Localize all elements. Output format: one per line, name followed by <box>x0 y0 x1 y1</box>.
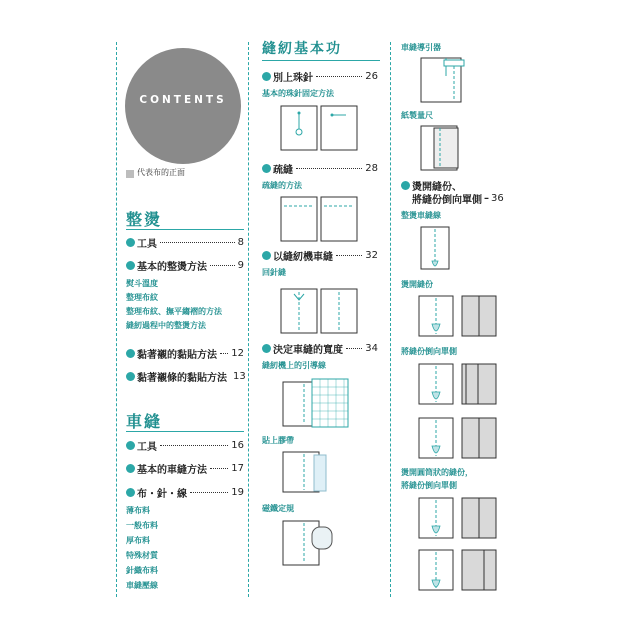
subitem[interactable]: 疏縫的方法 <box>262 181 302 190</box>
subitem[interactable]: 特殊材質 <box>126 551 158 560</box>
subitem[interactable]: 薄布料 <box>126 506 150 515</box>
toc-entry[interactable] <box>126 485 244 499</box>
toc-entry-press-line2[interactable]: 將縫份倒向單側 – 36 <box>412 192 504 206</box>
bullet-icon <box>126 464 135 473</box>
entry-page: 19 <box>231 486 244 498</box>
basting-diagram <box>280 196 360 244</box>
bullet-icon <box>262 251 271 260</box>
column-divider-right <box>390 42 391 597</box>
subitem[interactable]: 貼上膠帶 <box>262 436 294 445</box>
press-open-diagram <box>418 294 498 340</box>
tape-diagram <box>282 451 352 495</box>
subitem[interactable]: 整理布紋 <box>126 293 158 302</box>
entry-title: 決定車縫的寬度 <box>273 344 343 356</box>
subitem[interactable]: 將縫份倒向單側 <box>401 347 457 356</box>
bullet-icon <box>126 261 135 270</box>
entry-title: 燙開縫份、 <box>412 181 462 193</box>
leader-dots <box>190 492 228 493</box>
subitem[interactable]: 將縫份倒向單側 <box>401 481 457 490</box>
entry-page: 17 <box>231 462 244 474</box>
subitem[interactable]: 基本的珠針固定方法 <box>262 89 334 98</box>
bullet-icon <box>126 238 135 247</box>
entry-page: 34 <box>365 342 378 354</box>
entry-title: 工具 <box>137 238 157 250</box>
subitem[interactable]: 燙開圓筒狀的縫份， <box>401 468 473 477</box>
bullet-icon <box>262 72 271 81</box>
subitem[interactable]: 回針縫 <box>262 268 286 277</box>
entry-title: 基本的整燙方法 <box>137 261 207 273</box>
tube-press-diagram-2 <box>418 548 498 596</box>
press-one-side-diagram <box>418 362 498 408</box>
subitem-ruler[interactable]: 紙製量尺 <box>401 111 433 120</box>
contents-label: CONTENTS <box>139 94 227 106</box>
subitem[interactable]: 針織布料 <box>126 566 158 575</box>
entry-page: 9 <box>237 259 244 271</box>
entry-title: 黏著襯條的黏貼方法 <box>137 372 227 384</box>
toc-entry[interactable] <box>126 369 244 383</box>
entry-title: 別上珠針 <box>273 72 313 84</box>
subitem[interactable]: 整理布紋、撫平縐褶的方法 <box>126 307 222 316</box>
magnet-guide-diagram <box>282 519 352 567</box>
seam-guide-diagram <box>420 56 476 104</box>
toc-entry[interactable] <box>126 461 244 475</box>
section-title-sewing: 車縫 <box>126 412 163 431</box>
entry-page: 26 <box>365 70 378 82</box>
subitem[interactable]: 厚布料 <box>126 536 150 545</box>
legend-swatch <box>126 170 134 178</box>
entry-title: 工具 <box>137 441 157 453</box>
tube-press-diagram <box>418 496 498 542</box>
entry-page: 13 <box>233 370 246 382</box>
column-divider-mid <box>248 42 249 597</box>
section-rule-sewing <box>126 431 244 432</box>
entry-page: 32 <box>365 249 378 261</box>
guideline-diagram <box>282 378 352 430</box>
entry-page: 12 <box>231 347 244 359</box>
entry-page: 36 <box>491 192 504 204</box>
bullet-icon <box>126 349 135 358</box>
legend-text: 代表布的正面 <box>137 168 185 177</box>
subitem-guide[interactable]: 車縫導引器 <box>401 43 441 52</box>
entry-title: 基本的車縫方法 <box>137 464 207 476</box>
section-rule-ironing <box>126 229 244 230</box>
contents-circle <box>125 48 241 164</box>
leader-dots <box>220 353 228 354</box>
toc-entry[interactable] <box>126 438 244 452</box>
subitem[interactable]: 整燙車縫線 <box>401 211 441 220</box>
press-one-side-diagram-2 <box>418 416 498 462</box>
toc-entry[interactable] <box>126 235 244 249</box>
toc-entry[interactable] <box>262 341 378 355</box>
entry-title: 疏縫 <box>273 164 293 176</box>
leader-dots <box>160 242 235 243</box>
section-title-ironing: 整燙 <box>126 210 163 229</box>
entry-title: 黏著襯的黏貼方法 <box>137 349 217 361</box>
toc-entry[interactable] <box>262 248 378 262</box>
subitem[interactable]: 磁鐵定規 <box>262 504 294 513</box>
subitem[interactable]: 一般布料 <box>126 521 158 530</box>
column-divider-left <box>116 42 117 597</box>
bullet-icon <box>262 164 271 173</box>
press-stitch-diagram <box>420 225 460 275</box>
pin-diagram <box>280 105 360 153</box>
leader-dots <box>346 348 362 349</box>
bullet-icon <box>126 372 135 381</box>
entry-page: 8 <box>237 236 244 248</box>
subitem[interactable]: 縫紉過程中的整燙方法 <box>126 321 206 330</box>
leader-dots <box>316 76 362 77</box>
toc-entry[interactable] <box>126 346 244 360</box>
section-rule-basics <box>262 60 380 61</box>
toc-entry[interactable] <box>262 69 378 83</box>
entry-page: 16 <box>231 439 244 451</box>
entry-title: 將縫份倒向單側 <box>412 194 482 206</box>
bullet-icon <box>126 441 135 450</box>
subitem[interactable]: 車縫壓線 <box>126 581 158 590</box>
entry-title: 布・針・線 <box>137 488 187 500</box>
leader-dots <box>210 265 235 266</box>
section-title-basics: 縫紉基本功 <box>262 41 342 57</box>
subitem[interactable]: 熨斗溫度 <box>126 279 158 288</box>
leader-dots <box>160 445 228 446</box>
entry-page: 28 <box>365 162 378 174</box>
subitem[interactable]: 縫紉機上的引導線 <box>262 361 326 370</box>
subitem[interactable]: 燙開縫份 <box>401 280 433 289</box>
backstitch-diagram <box>280 288 360 336</box>
entry-title: 以縫紉機車縫 <box>273 251 333 263</box>
bullet-icon <box>126 488 135 497</box>
bullet-icon <box>401 181 410 190</box>
leader-dots <box>336 255 362 256</box>
paper-ruler-diagram <box>420 124 470 172</box>
bullet-icon <box>262 344 271 353</box>
toc-entry[interactable] <box>262 161 378 175</box>
toc-entry[interactable] <box>126 258 244 272</box>
leader-dots <box>296 168 362 169</box>
leader-dots <box>210 468 228 469</box>
